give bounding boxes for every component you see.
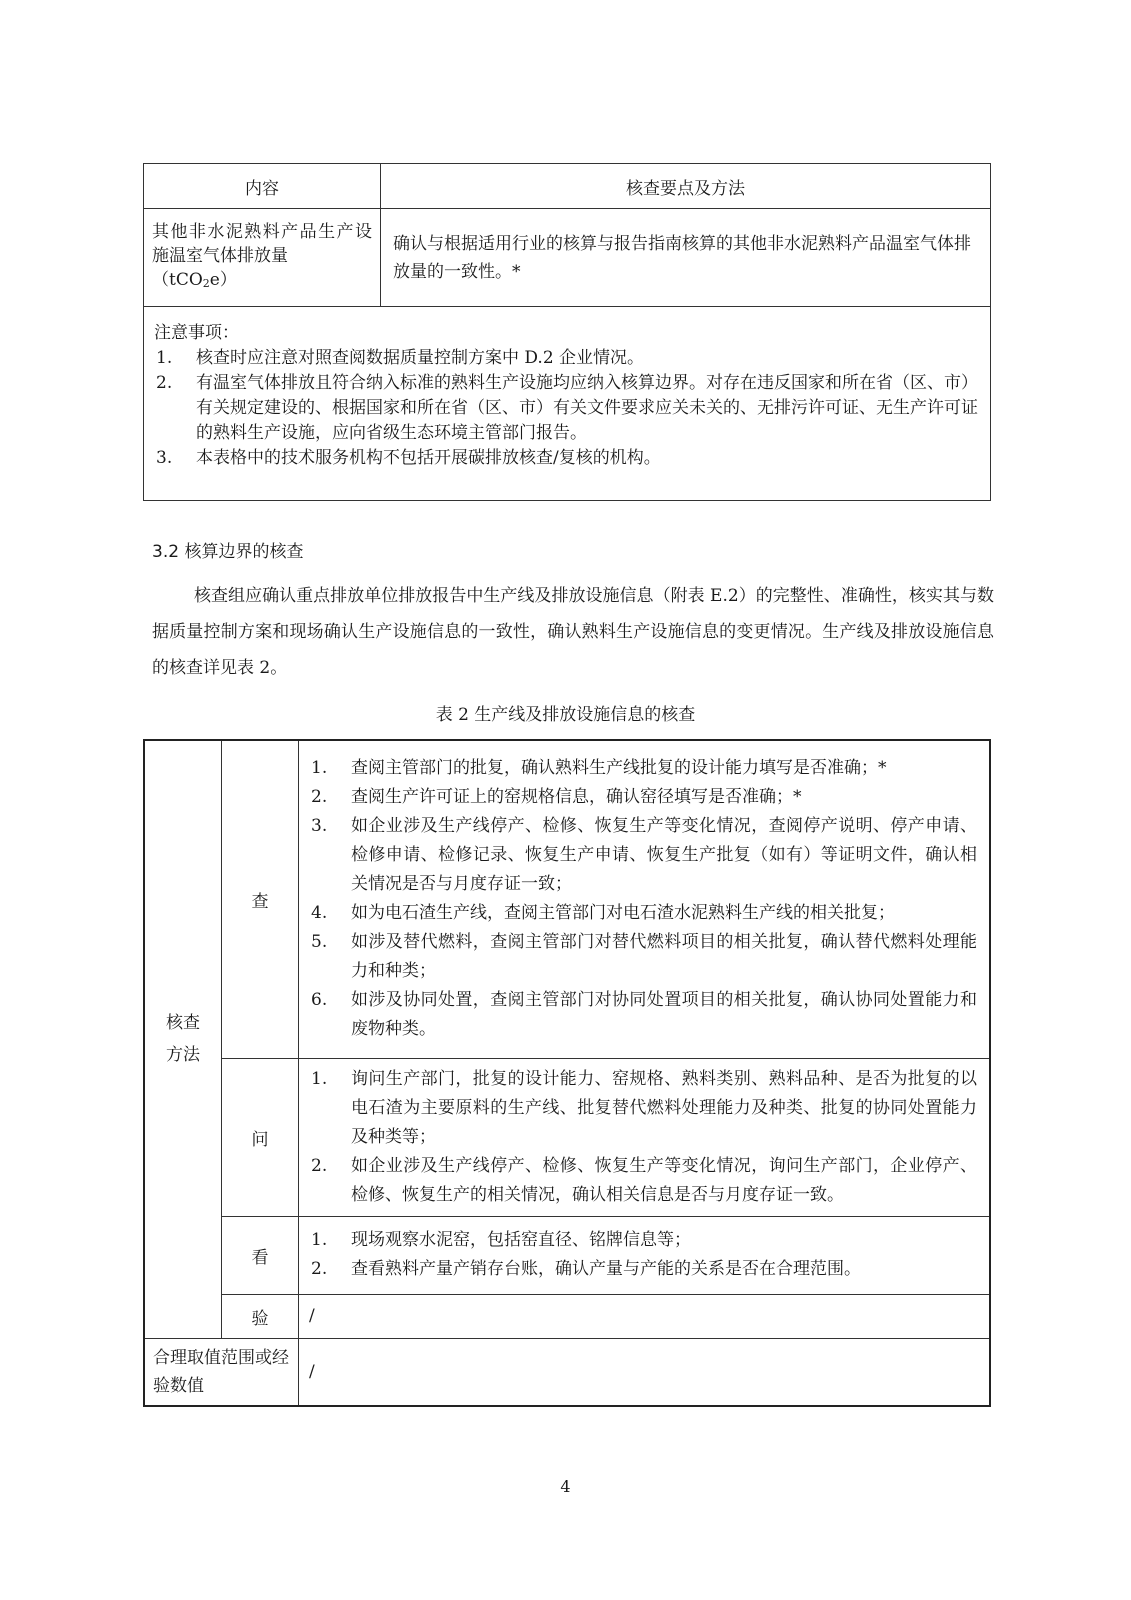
note-text: 核查时应注意对照查阅数据质量控制方案中 D.2 企业情况。 — [196, 348, 645, 368]
table-2-caption: 表 2 生产线及排放设施信息的核查 — [435, 705, 696, 725]
item-text: 现场观察水泥窑，包括窑直径、铭牌信息等； — [351, 1230, 691, 1250]
item-number: 3. — [311, 816, 328, 837]
wen-label: 问 — [222, 1058, 299, 1216]
list-item — [309, 899, 977, 928]
item-number: 1. — [311, 1068, 328, 1089]
table-2-row-yan — [144, 1294, 990, 1338]
page-number: 4 — [560, 1477, 571, 1496]
item-text: 查看熟料产量产销存台账，确认产量与产能的关系是否在合理范围。 — [351, 1259, 861, 1279]
item-text: 查阅生产许可证上的窑规格信息，确认窑径填写是否准确；* — [351, 787, 802, 808]
list-item — [309, 1152, 977, 1210]
table-2-row-cha — [144, 740, 990, 1058]
header-check-points: 核查要点及方法 — [381, 164, 991, 209]
table-1-notes-row — [144, 307, 991, 501]
list-item — [309, 1065, 977, 1152]
item-number: 5. — [311, 932, 328, 953]
table-2 — [143, 739, 991, 1407]
table-1 — [143, 163, 991, 501]
yan-value: / — [299, 1294, 991, 1338]
item-number: 2. — [311, 787, 328, 808]
unit-subscript: 2 — [202, 276, 210, 290]
table-2-row-wen — [144, 1058, 990, 1216]
note-text: 本表格中的技术服务机构不包括开展碳排放核查/复核的机构。 — [196, 448, 661, 468]
item-text: 如涉及替代燃料，查阅主管部门对替代燃料项目的相关批复，确认替代燃料处理能力和种类； — [351, 932, 977, 982]
range-label: 合理取值范围或经验数值 — [144, 1338, 299, 1406]
table-2-row-range — [144, 1338, 990, 1406]
note-item — [154, 346, 980, 371]
list-item — [309, 783, 977, 812]
item-number: 2. — [311, 1259, 328, 1279]
item-number: 1. — [311, 1230, 328, 1250]
note-text: 有温室气体排放且符合纳入标准的熟料生产设施均应纳入核算边界。对存在违反国家和所在省（区、市）有关规定建设的、根据国家和所在省（区、市）有关文件要求应关未关的、无排污许可证、无生产许可证的熟料生产设施，应向省级生态环境主管部门报告。 — [196, 373, 978, 443]
table-2-row-kan — [144, 1216, 990, 1294]
note-number: 2. — [156, 373, 173, 393]
list-item — [309, 928, 977, 986]
header-content: 内容 — [144, 164, 381, 209]
item-number: 1. — [311, 758, 328, 779]
kan-label: 看 — [222, 1216, 299, 1294]
method-label-cell — [144, 740, 222, 1338]
table-1-row — [144, 209, 991, 307]
note-number: 3. — [156, 448, 173, 468]
notes-title: 注意事项： — [154, 323, 239, 343]
list-item — [309, 1255, 977, 1284]
unit-prefix: （tCO — [152, 269, 203, 290]
unit-suffix: e） — [209, 269, 237, 290]
wen-items-cell — [299, 1058, 991, 1216]
notes-cell — [144, 307, 991, 501]
list-item — [309, 812, 977, 899]
method-label: 核查方法 — [166, 1013, 200, 1066]
item-text: 询问生产部门，批复的设计能力、窑规格、熟料类别、熟料品种、是否为批复的以电石渣为主要原料的生产线、批复替代燃料处理能力及种类、批复的协同处置能力及种类等； — [351, 1068, 977, 1147]
item-text: 如为电石渣生产线，查阅主管部门对电石渣水泥熟料生产线的相关批复； — [351, 903, 895, 924]
yan-label: 验 — [222, 1294, 299, 1338]
item-text: 如企业涉及生产线停产、检修、恢复生产等变化情况，询问生产部门，企业停产、检修、恢复生产的相关情况，确认相关信息是否与月度存证一致。 — [351, 1155, 977, 1205]
cha-label: 查 — [222, 740, 299, 1058]
body-paragraph: 核查组应确认重点排放单位排放报告中生产线及排放设施信息（附表 E.2）的完整性、准确性，核实其与数据质量控制方案和现场确认生产设施信息的一致性，确认熟料生产设施信息的变更情况。生产线及排放设施信息的核查详见表 2。 — [152, 586, 994, 678]
row-check-cell: 确认与根据适用行业的核算与报告指南核算的其他非水泥熟料产品温室气体排放量的一致性。* — [381, 209, 991, 307]
item-number: 6. — [311, 990, 328, 1011]
section-heading: 3.2 核算边界的核查 — [152, 542, 304, 562]
list-item — [309, 754, 977, 783]
item-number: 2. — [311, 1155, 328, 1176]
item-text: 查阅主管部门的批复，确认熟料生产线批复的设计能力填写是否准确；* — [351, 758, 887, 779]
list-item — [309, 986, 977, 1044]
note-item — [154, 446, 980, 471]
table-1-header-row — [144, 164, 991, 209]
range-value: / — [299, 1338, 991, 1406]
list-item — [309, 1226, 977, 1255]
row-content-cell — [144, 209, 381, 307]
row-content-text: 其他非水泥熟料产品生产设施温室气体排放量 — [152, 221, 372, 266]
item-text: 如涉及协同处置，查阅主管部门对协同处置项目的相关批复，确认协同处置能力和废物种类。 — [351, 990, 977, 1040]
cha-items-cell — [299, 740, 991, 1058]
item-number: 4. — [311, 903, 328, 924]
note-number: 1. — [156, 348, 173, 368]
item-text: 如企业涉及生产线停产、检修、恢复生产等变化情况，查阅停产说明、停产申请、检修申请、检修记录、恢复生产申请、恢复生产批复（如有）等证明文件，确认相关情况是否与月度存证一致； — [351, 816, 977, 895]
kan-items-cell — [299, 1216, 991, 1294]
note-item — [154, 371, 980, 446]
